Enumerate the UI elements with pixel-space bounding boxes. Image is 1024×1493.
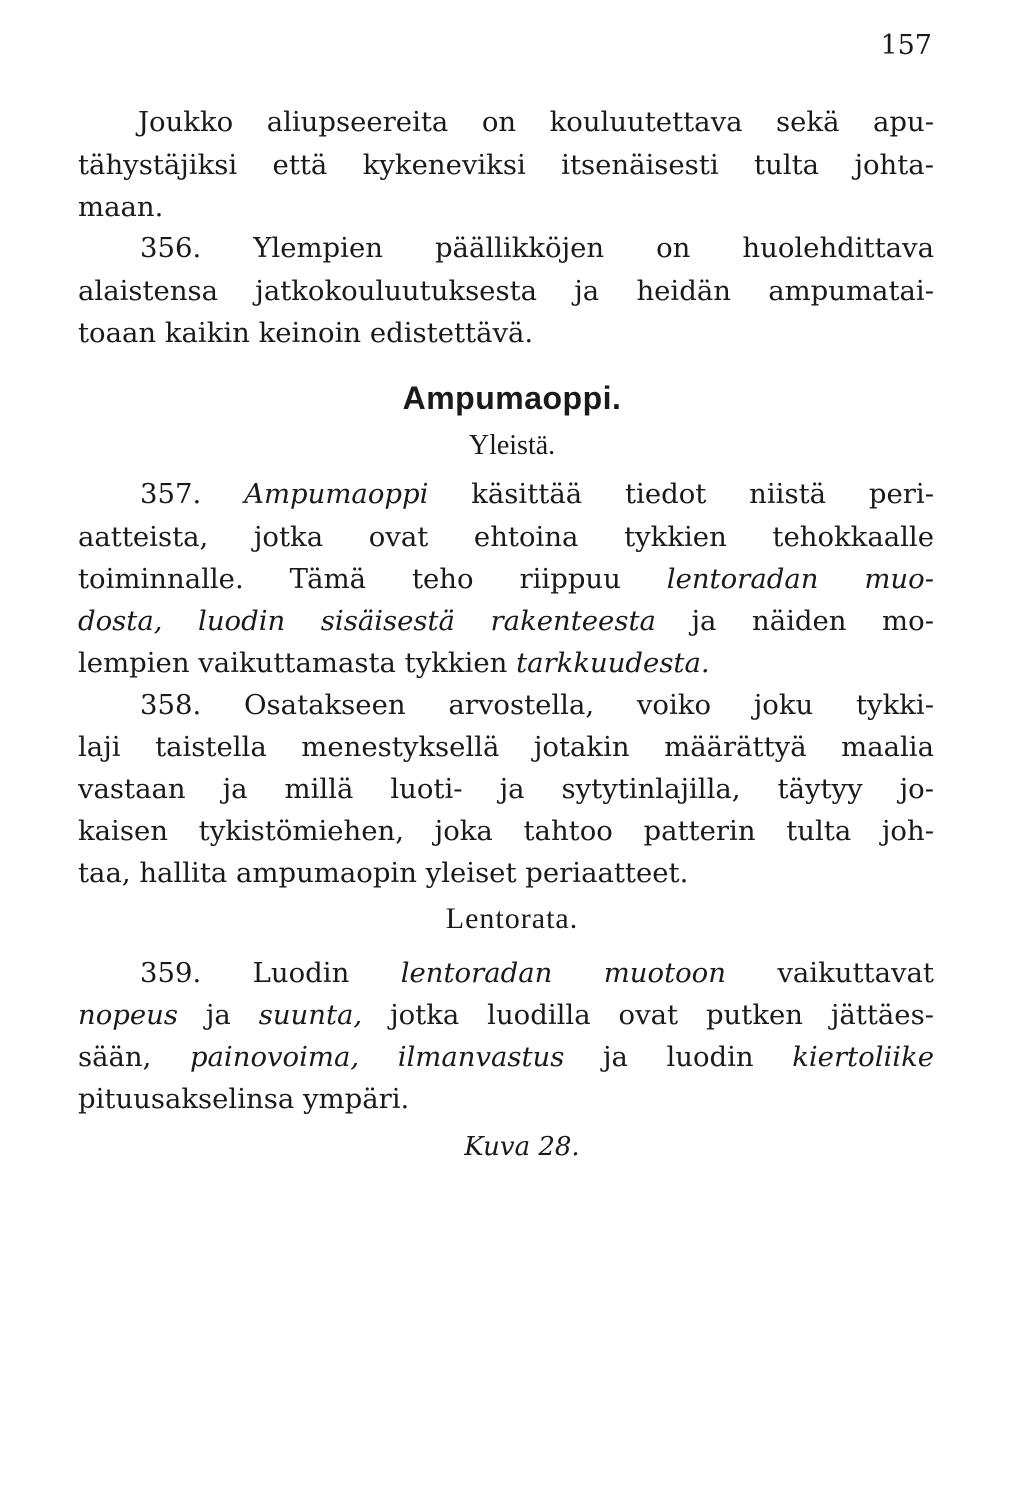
paragraph-358-line: vastaan ja millä luoti- ja sytytinlajilla, täytyy jo- bbox=[78, 773, 934, 805]
section-heading: Ampumaoppi. bbox=[402, 380, 622, 416]
paragraph-359-line: nopeus ja suunta, jotka luodilla ovat putken jättäes- bbox=[78, 999, 934, 1031]
paragraph-358-line: laji taistella menestyksellä jotakin määrättyä maalia bbox=[78, 731, 934, 763]
paragraph-number: 356. bbox=[140, 232, 202, 264]
paragraph-357-line: 357. Ampumaoppi käsittää tiedot niistä peri- bbox=[140, 478, 934, 510]
paragraph-357-line: toiminnalle. Tämä teho riippuu lentoradan muo- bbox=[78, 563, 934, 595]
page-number: 157 bbox=[880, 30, 932, 61]
trajectory-diagram bbox=[0, 1160, 1024, 1493]
paragraph-number: 358. bbox=[140, 689, 202, 721]
paragraph-number: 357. bbox=[140, 478, 202, 510]
paragraph-line: Joukko aliupseereita on kouluutettava sekä apu- bbox=[138, 106, 934, 138]
paragraph-359-line: pituusakselinsa ympäri. bbox=[78, 1083, 410, 1115]
term-emphasis: Ampumaoppi bbox=[244, 478, 429, 510]
paragraph-357-line: dosta, luodin sisäisestä rakenteesta ja näiden mo- bbox=[78, 605, 934, 637]
figure-caption: Kuva 28. bbox=[464, 1132, 580, 1162]
paragraph-359-line: sään, painovoima, ilmanvastus ja luodin kiertoliike bbox=[78, 1041, 935, 1073]
section-heading-lentorata: Lentorata. bbox=[445, 902, 579, 935]
paragraph-line: maan. bbox=[78, 191, 164, 223]
paragraph-line: tähystäjiksi että kykeneviksi itsenäisesti tulta johta- bbox=[78, 149, 934, 181]
paragraph-356-line: alaistensa jatkokouluutuksesta ja heidän ampumatai- bbox=[78, 275, 934, 307]
paragraph-number: 359. bbox=[140, 957, 202, 989]
paragraph-356-line: toaan kaikin keinoin edistettävä. bbox=[78, 317, 534, 349]
paragraph-359-line: 359. Luodin lentoradan muotoon vaikuttavat bbox=[140, 957, 934, 989]
paragraph-358-line: taa, hallita ampumaopin yleiset periaatteet. bbox=[78, 857, 689, 889]
subsection-heading: Yleistä. bbox=[468, 430, 556, 461]
paragraph-356-line: 356. Ylempien päällikköjen on huolehdittava bbox=[140, 232, 934, 264]
paragraph-357-line: aatteista, jotka ovat ehtoina tykkien tehokkaalle bbox=[78, 521, 934, 553]
paragraph-357-line: lempien vaikuttamasta tykkien tarkkuudesta. bbox=[78, 647, 710, 679]
paragraph-358-line: kaisen tykistömiehen, joka tahtoo patterin tulta joh- bbox=[78, 815, 934, 847]
paragraph-358-line: 358. Osatakseen arvostella, voiko joku tykki- bbox=[140, 689, 934, 721]
